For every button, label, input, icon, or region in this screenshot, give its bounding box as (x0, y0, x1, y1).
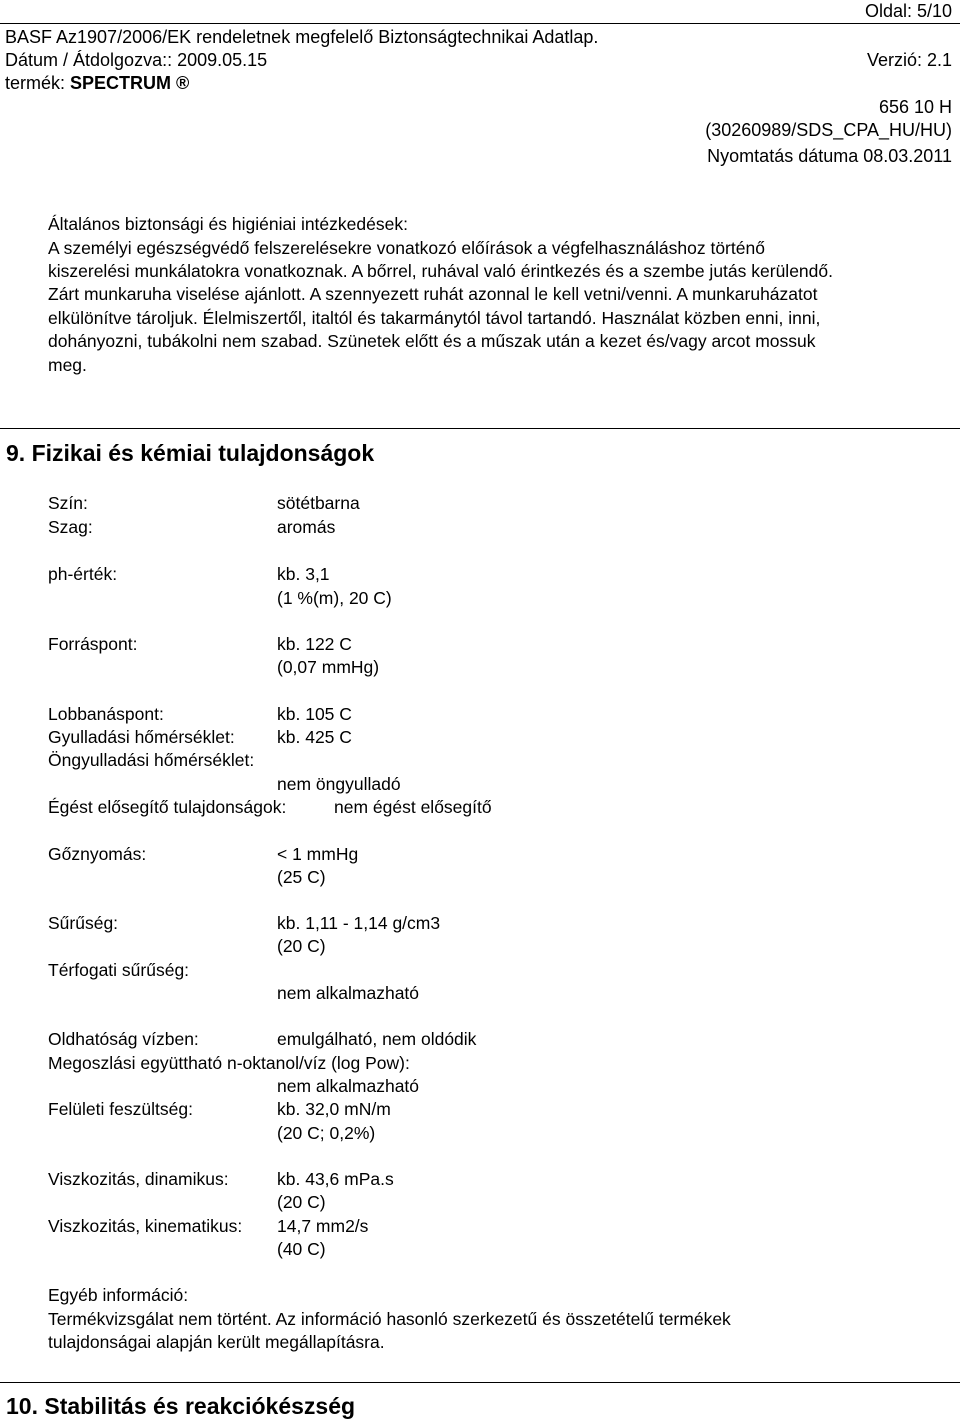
viscosity-kinematic-value: 14,7 mm2/s (277, 1216, 369, 1236)
section-divider (0, 428, 960, 429)
hygiene-line: Zárt munkaruha viselése ajánlott. A szennyezett ruhát azonnal le kell vetni/venni. A munkaruházatot (48, 284, 818, 304)
odor-label: Szag: (48, 517, 93, 537)
regulation-title: BASF Az1907/2006/EK rendeletnek megfelelő Biztonságtechnikai Adatlap. (5, 27, 599, 47)
header-divider (0, 23, 960, 24)
page-number: Oldal: 5/10 (864, 1, 952, 21)
section-10-title: 10. Stabilitás és reakciókészség (6, 1393, 356, 1419)
boiling-point-value: kb. 122 C (277, 634, 352, 654)
bulk-density-value: nem alkalmazható (277, 983, 420, 1003)
odor-value: aromás (277, 517, 336, 537)
product-name: SPECTRUM ® (70, 73, 190, 93)
viscosity-dynamic-value: kb. 43,6 mPa.s (277, 1169, 394, 1189)
color-value: sötétbarna (277, 493, 360, 513)
log-pow-label: Megoszlási együttható n-oktanol/víz (log Pow): (48, 1053, 410, 1073)
viscosity-dynamic-label: Viszkozitás, dinamikus: (48, 1169, 229, 1189)
version: Verzió: 2.1 (866, 50, 952, 70)
vapor-pressure-label: Gőznyomás: (48, 844, 147, 864)
boiling-point-label: Forráspont: (48, 634, 138, 654)
solubility-value: emulgálható, nem oldódik (277, 1029, 477, 1049)
print-date: Nyomtatás dátuma 08.03.2011 (707, 146, 952, 166)
density-label: Sűrűség: (48, 913, 119, 933)
ph-label: ph-érték: (48, 564, 118, 584)
product-code: 656 10 H (878, 97, 952, 117)
viscosity-dynamic-condition: (20 C) (277, 1192, 326, 1212)
other-info-line: Termékvizsgálat nem történt. Az információ hasonló szerkezetű és összetételű termékek (48, 1309, 731, 1329)
log-pow-value: nem alkalmazható (277, 1076, 420, 1096)
viscosity-kinematic-label: Viszkozitás, kinematikus: (48, 1216, 243, 1236)
revision-date: Dátum / Átdolgozva:: 2009.05.15 (5, 50, 268, 70)
other-info-line: tulajdonságai alapján került megállapításra. (48, 1332, 385, 1352)
density-condition: (20 C) (277, 936, 326, 956)
other-info-label: Egyéb információ: (48, 1285, 189, 1305)
hygiene-title: Általános biztonsági és higiéniai intézkedések: (48, 214, 408, 234)
flash-point-value: kb. 105 C (277, 704, 352, 724)
hygiene-line: dohányozni, tubákolni nem szabad. Szünetek előtt és a műszak után a kezet és/vagy arcot mossuk (48, 331, 816, 351)
flash-point-label: Lobbanáspont: (48, 704, 164, 724)
hygiene-line: kiszerelési munkálatokra vonatkoznak. A bőrrel, ruhával való érintkezés és a szembe jutás kerülendő. (48, 261, 833, 281)
autoignition-value: nem öngyulladó (277, 774, 401, 794)
ignition-temp-label: Gyulladási hőmérséklet: (48, 727, 235, 747)
hygiene-line: elkülönítve tároljuk. Élelmiszertől, italtól és takarmánytól távol tartandó. Használat közben enni, inni, (48, 308, 821, 328)
oxidizing-label: Égést elősegítő tulajdonságok: (48, 797, 287, 817)
product-line (5, 72, 189, 94)
oxidizing-value: nem égést elősegítő (334, 797, 492, 817)
autoignition-label: Öngyulladási hőmérséklet: (48, 750, 255, 770)
ignition-temp-value: kb. 425 C (277, 727, 352, 747)
document-id: (30260989/SDS_CPA_HU/HU) (705, 120, 952, 140)
vapor-pressure-value: < 1 mmHg (277, 844, 359, 864)
viscosity-kinematic-condition: (40 C) (277, 1239, 326, 1259)
bulk-density-label: Térfogati sűrűség: (48, 960, 190, 980)
surface-tension-label: Felületi feszültség: (48, 1099, 193, 1119)
solubility-label: Oldhatóság vízben: (48, 1029, 199, 1049)
hygiene-line: meg. (48, 355, 87, 375)
ph-value: kb. 3,1 (277, 564, 330, 584)
surface-tension-condition: (20 C; 0,2%) (277, 1123, 376, 1143)
product-label: termék: (5, 73, 71, 93)
ph-condition: (1 %(m), 20 C) (277, 588, 392, 608)
hygiene-line: A személyi egészségvédő felszerelésekre vonatkozó előírások a végfelhasználáshoz történő (48, 238, 765, 258)
section-divider (0, 1382, 960, 1383)
boiling-point-condition: (0,07 mmHg) (277, 657, 380, 677)
section-9-title: 9. Fizikai és kémiai tulajdonságok (6, 440, 375, 466)
vapor-pressure-condition: (25 C) (277, 867, 326, 887)
surface-tension-value: kb. 32,0 mN/m (277, 1099, 391, 1119)
density-value: kb. 1,11 - 1,14 g/cm3 (277, 913, 441, 933)
color-label: Szín: (48, 493, 88, 513)
